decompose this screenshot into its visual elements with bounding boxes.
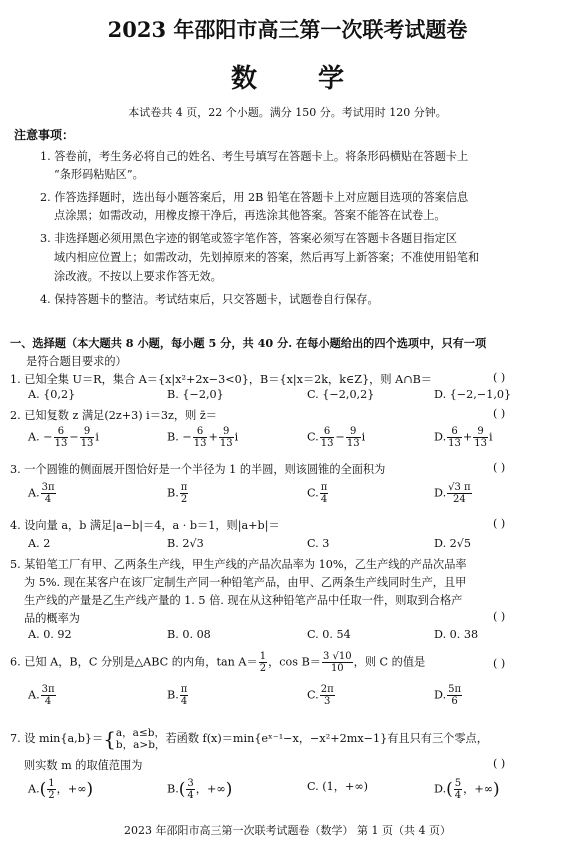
q4-stem: 4. 设向量 a，b 满足|a−b|＝4，a · b＝1，则|a+b|＝ xyxy=(10,519,280,532)
q4-options xyxy=(20,537,565,557)
subject-title: 数 学 xyxy=(230,64,371,94)
notice-1-line-1: 1. 答卷前，考生务必将自己的姓名、考生号填写在答题卡上。将条形码横贴在答题卡上 xyxy=(40,150,469,163)
q2-answer-paren: ( ) xyxy=(493,407,506,420)
q4-answer-paren: ( ) xyxy=(493,517,506,530)
section-heading: 一、选择题（本大题共 8 小题，每小题 5 分，共 40 分. 在每小题给出的四个选项中，只有一项 xyxy=(10,336,487,350)
exam-info: 本试卷共 4 页，22 个小题。满分 150 分。考试用时 120 分钟。 xyxy=(128,106,447,119)
q7-options xyxy=(20,778,565,806)
section-heading-cont: 是符合题目要求的） xyxy=(26,355,127,368)
q1-option-b: B. {−2,0} xyxy=(167,388,224,401)
q5-stem-line-4: 品的概率为 xyxy=(24,612,80,625)
notice-2-line-2: 点涂黑；如需改动，用橡皮擦干净后，再选涂其他答案。答案不能答在试卷上。 xyxy=(54,209,446,222)
q3-option-c: C. $\frac{\pi}{4}$ xyxy=(307,482,328,505)
q1-answer-paren: ( ) xyxy=(493,371,506,384)
notice-3-line-3: 涂改液。不按以上要求作答无效。 xyxy=(54,270,222,283)
q5-option-c: C. 0. 54 xyxy=(307,628,351,641)
q3-option-a: A. $\frac{3\pi}{4}$ xyxy=(28,482,55,505)
q6-option-d: D. $\frac{5\pi}{6}$ xyxy=(434,684,462,707)
notice-2-line-1: 2. 作答选择题时，选出每小题答案后，用 2B 铅笔在答题卡上对应题目选项的答案信息 xyxy=(40,191,469,204)
q2-stem: 2. 已知复数 z 满足(2z+3) i＝3z，则 z̄＝ xyxy=(10,409,217,422)
q1-stem: 1. 已知全集 U＝R，集合 A＝{x|x²+2x−3<0}，B＝{x|x＝2k，k∈Z}，则 A∩B＝ xyxy=(10,373,432,386)
q7-option-d: D.( $\frac{5}{4}$ ，+∞) xyxy=(434,778,500,801)
q7-option-b: B.( $\frac{3}{4}$ ，+∞) xyxy=(167,778,233,801)
q7-stem: 7. 设 min{a,b}＝{ a，a≤b， b，a>b， 若函数 f(x)＝min{eˣ⁻¹−x，−x²+2mx−1}有且只有三个零点， xyxy=(10,727,488,751)
q1-option-c: C. {−2,0,2} xyxy=(307,388,375,401)
q5-option-b: B. 0. 08 xyxy=(167,628,211,641)
q5-options xyxy=(20,628,565,648)
notice-3-line-1: 3. 非选择题必须用黑色字迹的钢笔或签字笔作答，答案必须写在答题卡各题目指定区 xyxy=(40,232,457,245)
q6-stem: 6. 已知 A，B，C 分别是△ABC 的内角，tan A＝ $\frac{1}{2}$ ，cos B＝ $\frac{3 √10}{10}$ ，则 C 的值是 xyxy=(10,651,426,674)
notice-1-line-2: “条形码粘贴区”。 xyxy=(54,168,144,181)
q1-option-a: A. {0,2} xyxy=(28,388,76,401)
q3-option-b: B. $\frac{\pi}{2}$ xyxy=(167,482,188,505)
q2-option-c: C. $\frac{6}{13}$ − $\frac{9}{13}$ i xyxy=(307,426,366,449)
notice-4-line-1: 4. 保持答题卡的整洁。考试结束后，只交答题卡，试题卷自行保存。 xyxy=(40,293,379,306)
q7-option-a: A.( $\frac{1}{2}$ ，+∞) xyxy=(28,778,94,801)
q1-options xyxy=(20,388,565,408)
notice-3-line-2: 域内相应位置上；如需改动，先划掉原来的答案，然后再写上新答案；不准使用铅笔和 xyxy=(54,251,480,264)
q4-option-c: C. 3 xyxy=(307,537,330,550)
q6-options xyxy=(20,684,565,712)
q4-option-b: B. 2√3 xyxy=(167,537,204,550)
q6-option-c: C. $\frac{2\pi}{3}$ xyxy=(307,684,334,707)
q2-options xyxy=(20,426,565,454)
q3-answer-paren: ( ) xyxy=(493,461,506,474)
q4-option-a: A. 2 xyxy=(28,537,51,550)
q5-option-a: A. 0. 92 xyxy=(28,628,72,641)
q2-option-b: B. − $\frac{6}{13}$ + $\frac{9}{13}$ i xyxy=(167,426,239,449)
q6-answer-paren: ( ) xyxy=(493,657,506,670)
q3-option-d: D. $\frac{√3 \pi}{24}$ xyxy=(434,482,471,505)
q7-option-c: C. (1，+∞) xyxy=(307,780,369,793)
q2-option-d: D. $\frac{6}{13}$ + $\frac{9}{13}$ i xyxy=(434,426,493,449)
q3-options xyxy=(20,482,565,510)
q5-stem-line-1: 5. 某铅笔工厂有甲、乙两条生产线，甲生产线的产品次品率为 10%，乙生产线的产品次品率 xyxy=(10,558,467,571)
q5-stem-line-2: 为 5%. 现在某客户在该厂定制生产同一种铅笔产品，由甲、乙两条生产线同时生产，且甲 xyxy=(24,576,467,589)
q1-option-d: D. {−2,−1,0} xyxy=(434,388,512,401)
q5-option-d: D. 0. 38 xyxy=(434,628,479,641)
notice-heading: 注意事项： xyxy=(14,128,75,142)
q4-option-d: D. 2√5 xyxy=(434,537,472,550)
q3-stem: 3. 一个圆锥的侧面展开图恰好是一个半径为 1 的半圆，则该圆锥的全面积为 xyxy=(10,463,386,476)
q7-stem-line-2: 则实数 m 的取值范围为 xyxy=(24,759,143,772)
q6-option-a: A. $\frac{3\pi}{4}$ xyxy=(28,684,55,707)
q5-stem-line-3: 生产线的产量是乙生产线产量的 1. 5 倍. 现在从这种铅笔产品中任取一件，则取到合格产 xyxy=(24,594,463,607)
page-footer: 2023 年邵阳市高三第一次联考试题卷（数学） 第 1 页（共 4 页） xyxy=(124,824,451,837)
q2-option-a: A. − $\frac{6}{13}$ − $\frac{9}{13}$ i xyxy=(28,426,99,449)
q6-option-b: B. $\frac{\pi}{4}$ xyxy=(167,684,188,707)
q7-answer-paren: ( ) xyxy=(493,757,506,770)
q5-answer-paren: ( ) xyxy=(493,610,506,623)
exam-title: 2023 年邵阳市高三第一次联考试题卷 xyxy=(107,17,468,42)
